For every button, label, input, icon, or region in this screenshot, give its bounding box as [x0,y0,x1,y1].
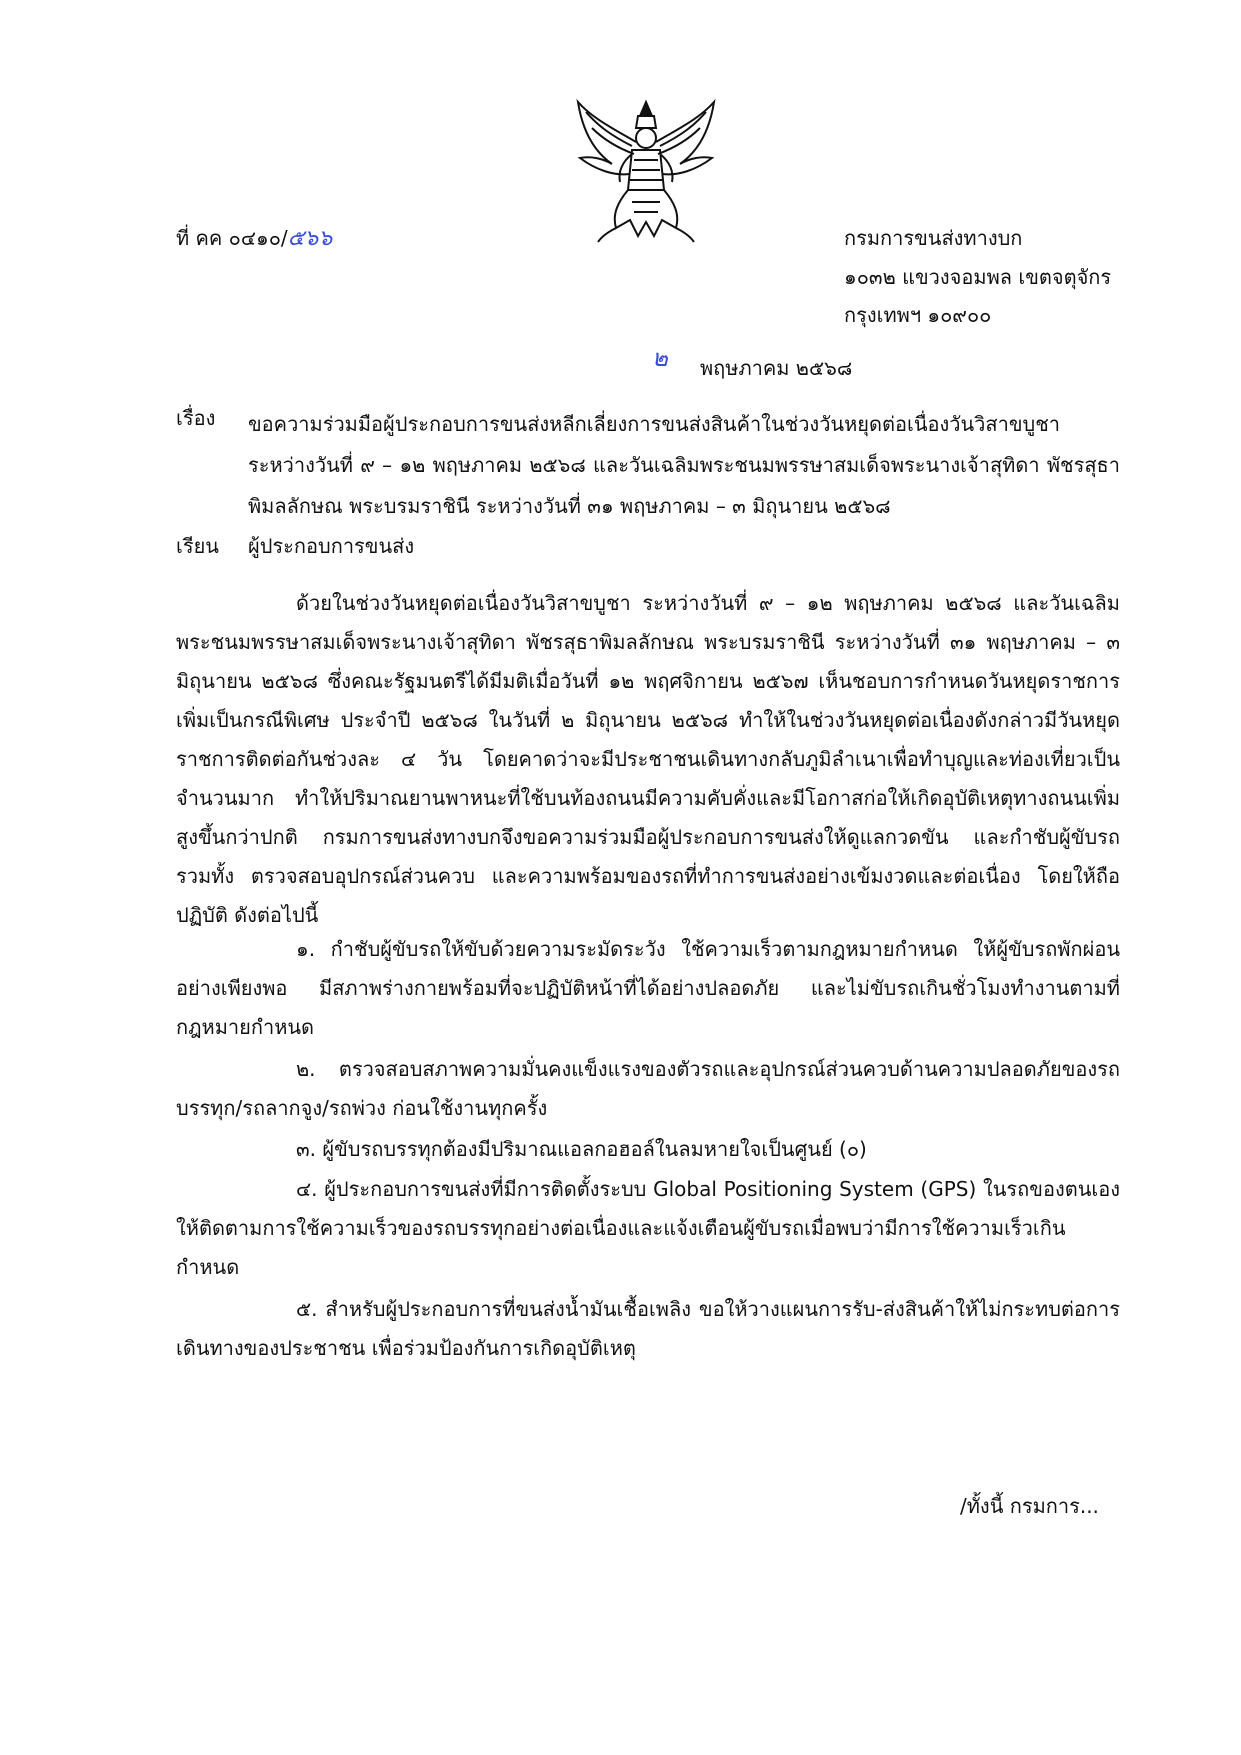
recipient-text: ผู้ประกอบการขนส่ง [248,534,415,558]
page-continuation-marker: /ทั้งนี้ กรมการ... [960,1494,1099,1518]
subject-text: ขอความร่วมมือผู้ประกอบการขนส่งหลีกเลี่ยงการขนส่งสินค้าในช่วงวันหยุดต่อเนื่องวันวิสาขบูชา ระหว่างวันที่ ๙ – ๑๒ พฤษภาคม ๒๕๖๘ และวันเฉลิมพระชนมพรรษาสมเด็จพระนางเจ้าสุทิดา พัชรสุธาพิมลลักษณ พระบรมราชินี ระหว่างวันที่ ๓๑ พฤษภาคม – ๓ มิถุนายน ๒๕๖๘ [248,412,1120,518]
body-intro-paragraph: ด้วยในช่วงวันหยุดต่อเนื่องวันวิสาขบูชา ระหว่างวันที่ ๙ – ๑๒ พฤษภาคม ๒๕๖๘ และวันเฉลิมพระชนมพรรษาสมเด็จพระนางเจ้าสุทิดา พัชรสุธาพิมลลักษณ พระบรมราชินี ระหว่างวันที่ ๓๑ พฤษภาคม – ๓ มิถุนายน ๒๕๖๘ ซึ่งคณะรัฐมนตรีได้มีมติเมื่อวันที่ ๑๒ พฤศจิกายน ๒๕๖๗ เห็นชอบการกำหนดวันหยุดราชการเพิ่มเป็นกรณีพิเศษ ประจำปี ๒๕๖๘ ในวันที่ ๒ มิถุนายน ๒๕๖๘ ทำให้ในช่วงวันหยุดต่อเนื่องดังกล่าวมีวันหยุดราชการติดต่อกันช่วงละ ๔ วัน โดยคาดว่าจะมีประชาชนเดินทางกลับภูมิลำเนาเพื่อทำบุญและท่องเที่ยวเป็นจำนวนมาก ทำให้ปริมาณยานพาหนะที่ใช้บนท้องถนนมีความคับคั่งและมีโอกาสก่อให้เกิดอุบัติเหตุทางถนนเพิ่มสูงขึ้นกว่าปกติ กรมการขนส่งทางบกจึงขอความร่วมมือผู้ประกอบการขนส่งให้ดูแลกวดขัน และกำชับผู้ขับรถ รวมทั้ง ตรวจสอบอุปกรณ์ส่วนควบ และความพร้อมของรถที่ทำการขนส่งอย่างเข้มงวดและต่อเนื่อง โดยให้ถือปฏิบัติ ดังต่อไปนี้ [176,591,1120,927]
sender-address-line1: ๑๐๓๒ แขวงจอมพล เขตจตุจักร [844,265,1112,289]
body-item-2: ๒. ตรวจสอบสภาพความมั่นคงแข็งแรงของตัวรถและอุปกรณ์ส่วนควบด้านความปลอดภัยของรถบรรทุก/รถลากจูง/รถพ่วง ก่อนใช้งานทุกครั้ง [176,1057,1120,1120]
handwritten-reference: ๕๖๖ [287,226,333,251]
recipient-label: เรียน [176,534,219,558]
sender-org-name: กรมการขนส่งทางบก [844,226,1023,250]
body-item-3: ๓. ผู้ขับรถบรรทุกต้องมีปริมาณแอลกอฮอล์ในลมหายใจเป็นศูนย์ (๐) [296,1137,867,1161]
body-item-1: ๑. กำชับผู้ขับรถให้ขับด้วยความระมัดระวัง ใช้ความเร็วตามกฎหมายกำหนด ให้ผู้ขับรถพักผ่อนอย่างเพียงพอ มีสภาพร่างกายพร้อมที่จะปฏิบัติหน้าที่ได้อย่างปลอดภัย และไม่ขับรถเกินชั่วโมงทำงานตามที่กฎหมายกำหนด [176,937,1120,1039]
subject-label: เรื่อง [176,406,216,430]
body-item-4: ๔. ผู้ประกอบการขนส่งที่มีการติดตั้งระบบ Global Positioning System (GPS) ในรถของตนเอง ให้ติดตามการใช้ความเร็วของรถบรรทุกอย่างต่อเนื่องและแจ้งเตือนผู้ขับรถเมื่อพบว่ามีการใช้ความเร็วเกินกำหนด [176,1177,1120,1279]
garuda-emblem-icon [572,98,720,246]
body-item-5: ๕. สำหรับผู้ประกอบการที่ขนส่งน้ำมันเชื้อเพลิง ขอให้วางแผนการรับ-ส่งสินค้าให้ไม่กระทบต่อการเดินทางของประชาชน เพื่อร่วมป้องกันการเกิดอุบัติเหตุ [176,1297,1120,1360]
reference-prefix: ที่ คค ๐๔๑๐/ [176,226,288,250]
sender-address-line2: กรุงเทพฯ ๑๐๙๐๐ [844,303,992,327]
reference-number [176,224,332,253]
letter-date: พฤษภาคม ๒๕๖๘ [700,356,853,380]
handwritten-date-day: ๒ [652,344,668,372]
